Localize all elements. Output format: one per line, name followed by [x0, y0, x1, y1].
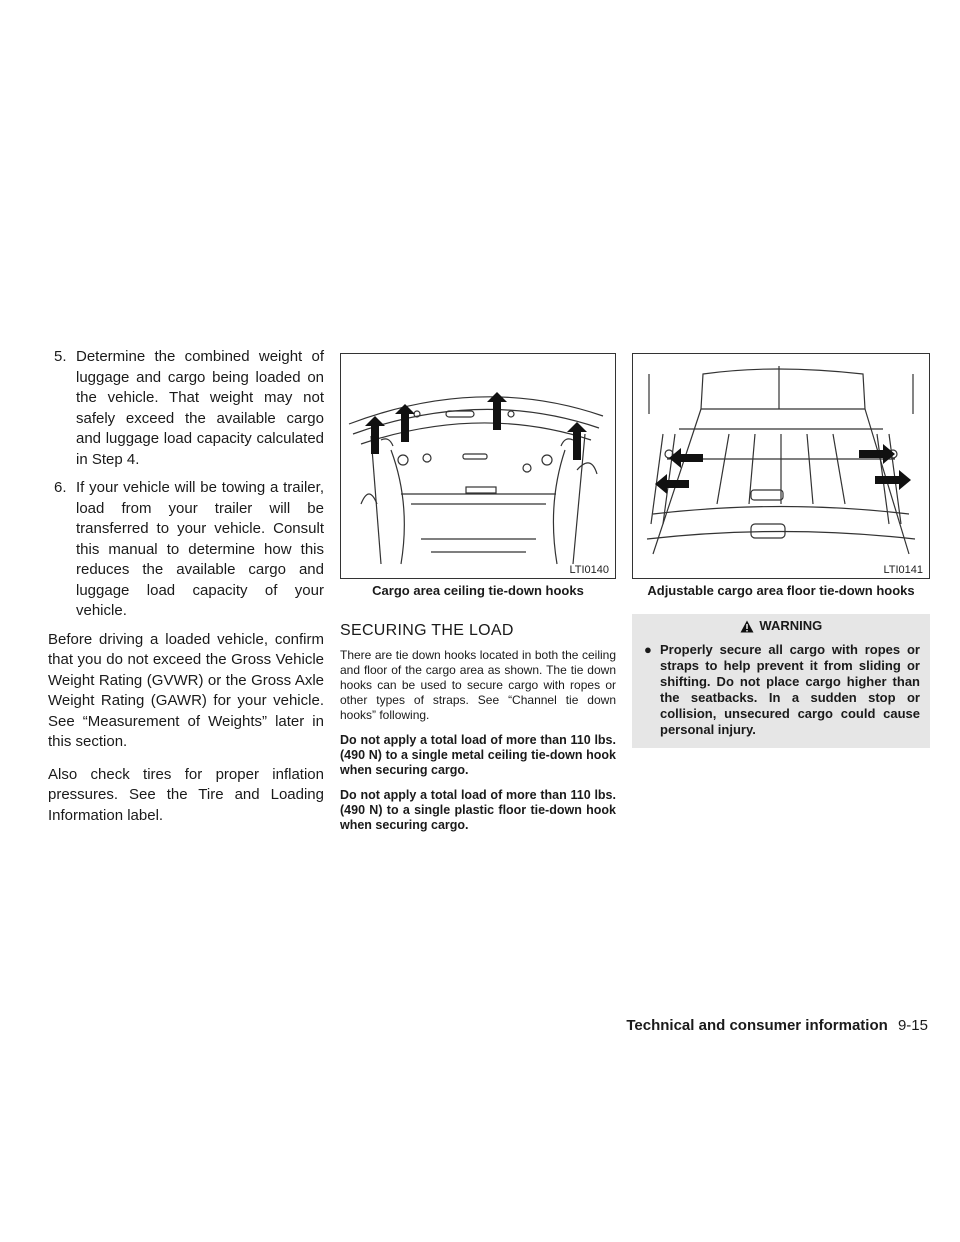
step-number: 5. [54, 348, 67, 365]
footer-section-title: Technical and consumer information [626, 1017, 888, 1034]
floor-hooks-drawing [633, 354, 929, 578]
figure-ceiling-hooks [340, 353, 616, 599]
paragraph-confirm-ratings: Before driving a loaded vehicle, confirm that you do not exceed the Gross Vehicle Weight Rating (GVWR) or the Gross Axle Weight Rating (GAWR) for your vehicle. See “Measurement of Weights” later in this section. [48, 630, 324, 750]
figure-code: LTI0140 [569, 564, 609, 576]
section-heading: SECURING THE LOAD [340, 622, 514, 639]
note-ceiling-load: Do not apply a total load of more than 110 lbs. (490 N) to a single metal ceiling tie-down hook when securing cargo. [340, 733, 616, 777]
figure-floor-hooks [632, 353, 930, 599]
paragraph-check-tires: Also check tires for proper inflation pressures. See the Tire and Loading Information label. [48, 765, 324, 824]
step-item [48, 347, 324, 470]
floor-hooks-illustration [632, 353, 930, 579]
step-text: Determine the combined weight of luggage and cargo being loaded on the vehicle. That weight may not safely exceed the available cargo and luggage load capacity calculated in Step 4. [76, 348, 324, 468]
warning-title-text: WARNING [759, 618, 823, 633]
steps-list [48, 347, 324, 622]
warning-box [632, 614, 930, 748]
figure-caption: Cargo area ceiling tie-down hooks [372, 583, 584, 598]
page-number: 9-15 [897, 1017, 928, 1034]
step-number: 6. [54, 479, 67, 496]
warning-triangle-icon [740, 620, 754, 633]
left-column [48, 347, 324, 838]
section-intro: There are tie down hooks located in both the ceiling and floor of the cargo area as shown. The tie down hooks can be used to secure cargo with ropes or other types of straps. See “Channel tie down hooks” following. [340, 648, 616, 722]
figure-code: LTI0141 [883, 564, 923, 576]
page-footer [626, 1017, 928, 1034]
step-text: If your vehicle will be towing a trailer, load from your trailer will be transferred to your vehicle. Consult this manual to determine how this reduces the available cargo and luggage load capacity of your vehicle. [76, 479, 324, 619]
ceiling-hooks-illustration [340, 353, 616, 579]
warning-text: Properly secure all cargo with ropes or straps to help prevent it from sliding or shifting. Do not place cargo higher than the seatbacks. In a sudden stop or collision, unsecured cargo could cause personal injury. [660, 642, 920, 737]
securing-load-section [340, 623, 616, 843]
warning-title [632, 614, 930, 642]
note-floor-load: Do not apply a total load of more than 110 lbs. (490 N) to a single plastic floor tie-down hook when securing cargo. [340, 788, 616, 832]
ceiling-hooks-drawing [341, 354, 615, 578]
step-item [48, 478, 324, 622]
bullet-icon: ● [644, 642, 652, 657]
warning-item [632, 642, 930, 738]
figure-caption: Adjustable cargo area floor tie-down hooks [647, 583, 915, 598]
